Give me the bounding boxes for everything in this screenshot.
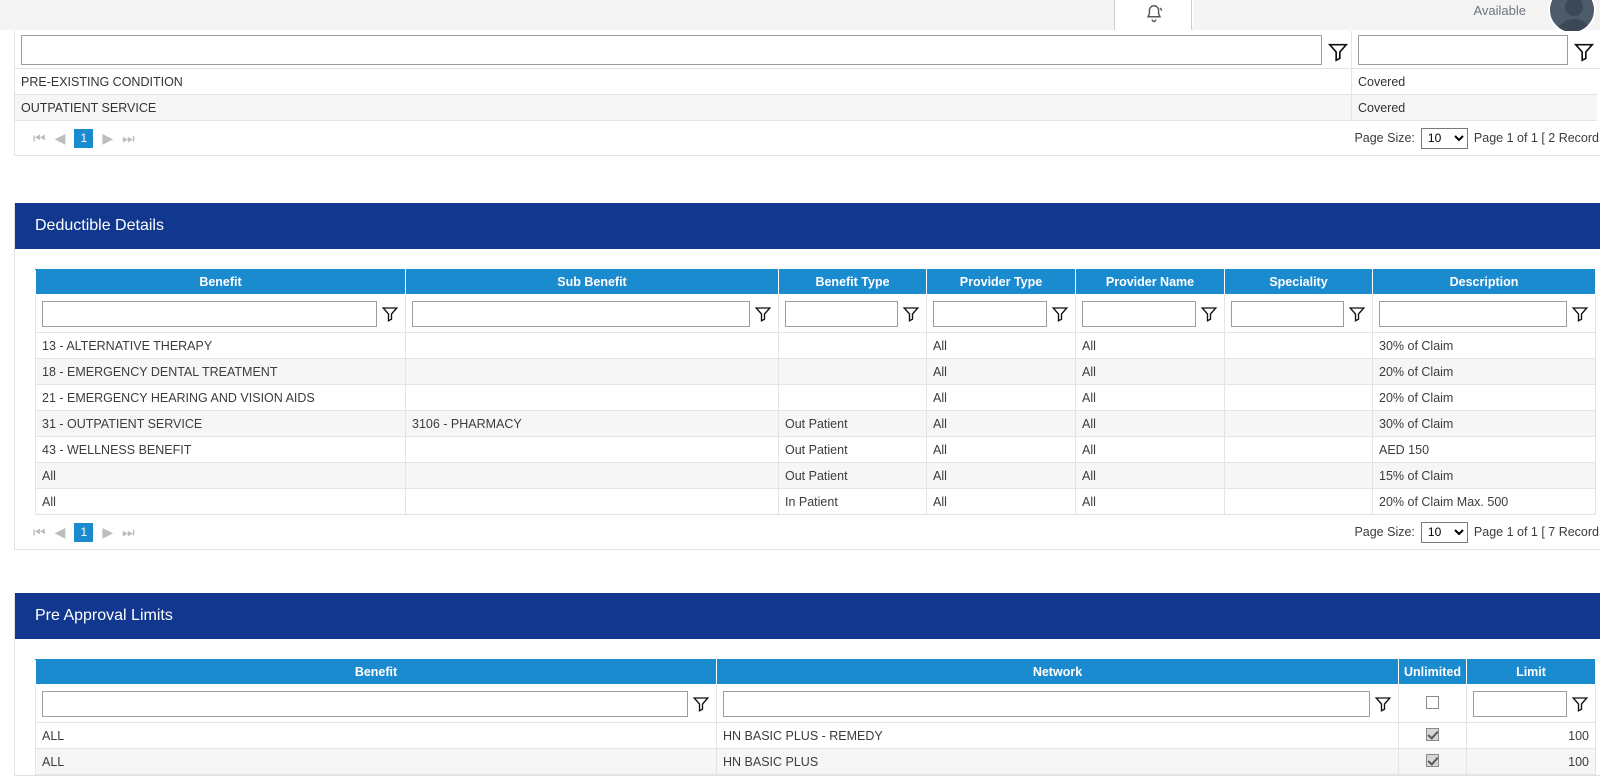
top-bar [0,0,1600,30]
filter-funnel-icon[interactable] [381,305,399,323]
cell-provider-name: All [1076,385,1225,411]
cell-benefit-type: Out Patient [779,411,927,437]
cell-benefit-type [779,385,927,411]
top-bar-left-region [0,0,1115,30]
filter-funnel-icon[interactable] [902,305,920,323]
filter-funnel-icon[interactable] [1348,305,1366,323]
coverage-benefit-filter-cell [15,31,1352,69]
cell-speciality [1225,411,1373,437]
cell-provider-type: All [927,411,1076,437]
deductible-table [35,269,1596,515]
cell-benefit: 13 - ALTERNATIVE THERAPY [36,333,406,359]
cell-provider-type: All [927,463,1076,489]
unlimited-checkbox [1426,728,1439,741]
deductible-provider-name-filter-input[interactable] [1082,301,1196,327]
first-page-icon[interactable]: ⏮ [33,524,46,540]
cell-benefit: All [36,489,406,515]
cell-description: 20% of Claim [1373,385,1596,411]
cell-sub-benefit [406,463,779,489]
coverage-coverage-cell: Covered [1352,69,1597,95]
cell-provider-name: All [1076,437,1225,463]
cell-sub-benefit [406,437,779,463]
cell-provider-type: All [927,489,1076,515]
table-row[interactable] [15,95,1600,121]
deductible-provider-type-filter-input[interactable] [933,301,1047,327]
deductible-details-panel [14,203,1600,550]
cell-provider-name: All [1076,463,1225,489]
col-network[interactable]: Network [717,660,1399,685]
page-size-label: Page Size: [1354,525,1415,539]
col-benefit[interactable]: Benefit [36,660,717,685]
cell-benefit: ALL [36,749,717,775]
filter-cell-unlimited [1399,685,1467,723]
filter-funnel-icon[interactable] [754,305,772,323]
table-row[interactable] [36,749,1596,775]
cell-description: 30% of Claim [1373,333,1596,359]
cell-unlimited [1399,749,1467,775]
user-status-text: Available [1473,3,1526,18]
coverage-table-panel [14,31,1600,156]
page-number-button[interactable]: 1 [74,523,93,542]
filter-cell-benefit-type [779,295,927,333]
cell-benefit-type: Out Patient [779,437,927,463]
pre-approval-header-row [36,660,1596,685]
col-provider-name[interactable]: Provider Name [1076,270,1225,295]
page-size-select[interactable] [1421,522,1468,543]
filter-cell-description [1373,295,1596,333]
cell-speciality [1225,463,1373,489]
cell-sub-benefit [406,359,779,385]
filter-funnel-icon[interactable] [1327,41,1345,59]
preapproval-unlimited-filter-checkbox[interactable] [1426,696,1439,709]
filter-cell-network [717,685,1399,723]
col-benefit[interactable]: Benefit [36,270,406,295]
deductible-details-title: Deductible Details [15,203,1600,249]
page-info-text: Page 1 of 1 [ 7 Record [1473,525,1599,539]
next-page-icon[interactable]: ▶ [102,524,114,540]
page-size-label: Page Size: [1354,131,1415,145]
col-unlimited[interactable]: Unlimited [1399,660,1467,685]
coverage-coverage-filter-cell [1352,31,1597,69]
pre-approval-limits-panel [14,593,1600,776]
filter-funnel-icon[interactable] [1051,305,1069,323]
coverage-benefit-filter-input[interactable] [21,35,1322,65]
cell-description: 20% of Claim [1373,359,1596,385]
col-sub-benefit[interactable]: Sub Benefit [406,270,779,295]
cell-description: 30% of Claim [1373,411,1596,437]
cell-benefit-type: Out Patient [779,463,927,489]
table-row[interactable] [15,69,1600,95]
cell-provider-type: All [927,385,1076,411]
table-row[interactable] [36,359,1596,385]
cell-benefit-type [779,333,927,359]
user-avatar-icon[interactable] [1548,0,1596,34]
filter-funnel-icon[interactable] [1571,305,1589,323]
cell-network: HN BASIC PLUS [717,749,1399,775]
cell-description: 15% of Claim [1373,463,1596,489]
deductible-description-filter-input[interactable] [1379,301,1567,327]
cell-provider-type: All [927,437,1076,463]
filter-cell-benefit [36,685,717,723]
filter-cell-limit [1467,685,1596,723]
preapproval-limit-filter-input[interactable] [1473,691,1567,717]
deductible-details-body [15,249,1600,549]
cell-benefit: 18 - EMERGENCY DENTAL TREATMENT [36,359,406,385]
table-row[interactable] [36,437,1596,463]
coverage-pager [15,121,1600,155]
previous-page-icon[interactable]: ◀ [54,524,66,540]
cell-benefit: 21 - EMERGENCY HEARING AND VISION AIDS [36,385,406,411]
coverage-coverage-cell: Covered [1352,95,1597,121]
table-row[interactable] [36,411,1596,437]
deductible-pager-nav [33,523,135,542]
page-info-text: Page 1 of 1 [ 2 Record [1473,131,1599,145]
coverage-pager-info [1354,128,1599,149]
cell-sub-benefit [406,385,779,411]
page-size-select[interactable] [1421,128,1468,149]
cell-sub-benefit [406,333,779,359]
coverage-coverage-filter-input[interactable] [1358,35,1568,65]
pre-approval-filter-row [36,685,1596,723]
coverage-benefit-cell: PRE-EXISTING CONDITION [15,69,1352,95]
filter-funnel-icon[interactable] [1374,695,1392,713]
page-number-button[interactable]: 1 [74,129,93,148]
coverage-pager-nav [33,129,135,148]
col-provider-type[interactable]: Provider Type [927,270,1076,295]
deductible-speciality-filter-input[interactable] [1231,301,1344,327]
filter-funnel-icon[interactable] [692,695,710,713]
cell-provider-name: All [1076,333,1225,359]
cell-speciality [1225,333,1373,359]
cell-benefit: 31 - OUTPATIENT SERVICE [36,411,406,437]
filter-funnel-icon[interactable] [1573,41,1591,59]
cell-provider-name: All [1076,489,1225,515]
cell-limit: 100 [1467,723,1596,749]
filter-cell-benefit [36,295,406,333]
last-page-icon[interactable]: ⏭ [122,524,135,540]
filter-cell-provider-name [1076,295,1225,333]
filter-cell-provider-type [927,295,1076,333]
preapproval-benefit-filter-input[interactable] [42,691,688,717]
deductible-filter-row [36,295,1596,333]
filter-funnel-icon[interactable] [1571,695,1589,713]
table-row[interactable] [36,489,1596,515]
cell-description: AED 150 [1373,437,1596,463]
filter-cell-sub-benefit [406,295,779,333]
pre-approval-table [35,659,1596,775]
cell-benefit: 43 - WELLNESS BENEFIT [36,437,406,463]
cell-provider-name: All [1076,359,1225,385]
cell-provider-name: All [1076,411,1225,437]
notification-bell-icon [1143,3,1165,28]
first-page-icon[interactable]: ⏮ [33,130,46,146]
deductible-header-row [36,270,1596,295]
top-bar-user-region [1193,0,1600,30]
cell-network: HN BASIC PLUS - REMEDY [717,723,1399,749]
pre-approval-limits-body [15,639,1600,775]
cell-benefit-type [779,359,927,385]
deductible-benefit-type-filter-input[interactable] [785,301,898,327]
unlimited-checkbox [1426,754,1439,767]
cell-benefit: ALL [36,723,717,749]
notifications-button[interactable] [1116,0,1192,30]
coverage-filter-row [15,31,1600,69]
deductible-sub-benefit-filter-input[interactable] [412,301,750,327]
cell-unlimited [1399,723,1467,749]
col-speciality[interactable]: Speciality [1225,270,1373,295]
cell-speciality [1225,437,1373,463]
deductible-pager [15,515,1600,549]
cell-speciality [1225,489,1373,515]
coverage-benefit-cell: OUTPATIENT SERVICE [15,95,1352,121]
cell-limit: 100 [1467,749,1596,775]
cell-description: 20% of Claim Max. 500 [1373,489,1596,515]
last-page-icon[interactable]: ⏭ [122,130,135,146]
table-row[interactable] [36,723,1596,749]
pre-approval-limits-title: Pre Approval Limits [15,593,1600,639]
cell-benefit: All [36,463,406,489]
deductible-benefit-filter-input[interactable] [42,301,377,327]
filter-funnel-icon[interactable] [1200,305,1218,323]
cell-provider-type: All [927,333,1076,359]
table-row[interactable] [36,385,1596,411]
next-page-icon[interactable]: ▶ [102,130,114,146]
cell-sub-benefit [406,489,779,515]
col-description[interactable]: Description [1373,270,1596,295]
cell-provider-type: All [927,359,1076,385]
cell-sub-benefit: 3106 - PHARMACY [406,411,779,437]
avatar-head-shape [1565,0,1583,16]
deductible-pager-info [1354,522,1599,543]
col-limit[interactable]: Limit [1467,660,1596,685]
table-row[interactable] [36,333,1596,359]
col-benefit-type[interactable]: Benefit Type [779,270,927,295]
filter-cell-speciality [1225,295,1373,333]
cell-speciality [1225,359,1373,385]
cell-speciality [1225,385,1373,411]
preapproval-network-filter-input[interactable] [723,691,1370,717]
table-row[interactable] [36,463,1596,489]
cell-benefit-type: In Patient [779,489,927,515]
previous-page-icon[interactable]: ◀ [54,130,66,146]
